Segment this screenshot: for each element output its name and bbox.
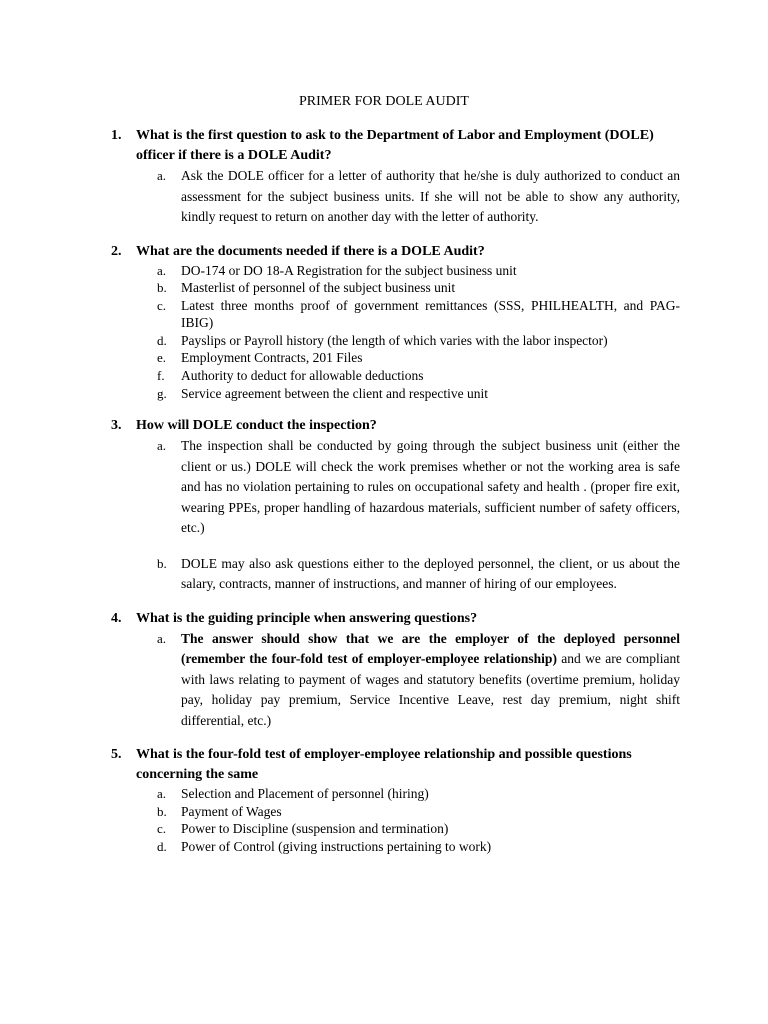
question-text: What is the guiding principle when answering questions? xyxy=(136,610,478,626)
item-text: Selection and Placement of personnel (hiring) xyxy=(181,786,429,802)
question-2 xyxy=(108,242,680,262)
question-number: 4. xyxy=(111,610,122,626)
question-5 xyxy=(108,745,680,785)
section-3 xyxy=(108,416,680,595)
question-number: 1. xyxy=(111,128,122,143)
question-4 xyxy=(108,609,680,629)
list-item xyxy=(108,166,680,228)
document-body xyxy=(108,126,680,856)
item-label: b. xyxy=(157,803,167,819)
item-text: Power to Discipline (suspension and termination) xyxy=(181,821,449,837)
question-text: How will DOLE conduct the inspection? xyxy=(136,418,377,434)
item-text: Power of Control (giving instructions pertaining to work) xyxy=(181,839,492,855)
item-text: Masterlist of personnel of the subject business unit xyxy=(181,280,456,296)
section-5 xyxy=(108,745,680,855)
item-text: Employment Contracts, 201 Files xyxy=(181,350,363,366)
item-label: b. xyxy=(157,280,167,296)
item-label: a. xyxy=(157,630,167,646)
item-label: c. xyxy=(157,297,167,313)
item-text: The inspection shall be conducted by going through the subject business unit (either the client or us.) DOLE will check the work premises whether or not the working area is safe and has no violation pertaining to rules on occupational safety and health . (proper fire exit, wearing PPEs, proper handling of hazardous materials, sufficient number of safety officers, etc.) xyxy=(181,438,680,536)
item-label: a. xyxy=(157,168,167,183)
list-item xyxy=(108,385,680,403)
list-item xyxy=(108,838,680,856)
item-text: Latest three months proof of government remittances (SSS, PHILHEALTH, and PAG-IBIG) xyxy=(181,297,680,331)
list-item xyxy=(108,629,680,732)
question-number: 2. xyxy=(111,243,122,259)
question-1 xyxy=(108,126,680,166)
item-label: g. xyxy=(157,385,167,401)
answer-list xyxy=(108,436,680,595)
item-text: Authority to deduct for allowable deductions xyxy=(181,368,424,384)
item-label: e. xyxy=(157,350,167,366)
page-title: PRIMER FOR DOLE AUDIT xyxy=(299,94,469,109)
item-text: DO-174 or DO 18-A Registration for the subject business unit xyxy=(181,262,517,278)
section-1 xyxy=(108,126,680,228)
question-text: What is the first question to ask to the Department of Labor and Employment (DOLE) officer if there is a DOLE Audit? xyxy=(136,128,654,163)
item-text: Ask the DOLE officer for a letter of authority that he/she is duly authorized to conduct an assessment for the subject business units. If she will not be able to show any authority, kindly request to return on another day with the letter of authority. xyxy=(181,168,680,224)
item-text: and we are compliant with laws relating to payment of wages and statutory benefits (overtime premium, holiday pay, holiday pay premium, Service Incentive Leave, rest day premium, night shift differential, etc.) xyxy=(181,651,681,728)
item-text: DOLE may also ask questions either to the deployed personnel, the client, or us about the salary, contracts, manner of instructions, and manner of hiring of our employees. xyxy=(181,555,680,592)
section-2 xyxy=(108,242,680,403)
question-number: 3. xyxy=(111,418,122,434)
item-label: a. xyxy=(157,786,167,802)
item-label: f. xyxy=(157,368,165,384)
list-item xyxy=(108,820,680,838)
list-item xyxy=(108,367,680,385)
list-item xyxy=(108,262,680,280)
item-label: d. xyxy=(157,332,167,348)
list-item xyxy=(108,554,680,595)
question-3 xyxy=(108,416,680,436)
item-label: d. xyxy=(157,839,167,855)
question-text: What are the documents needed if there is a DOLE Audit? xyxy=(136,243,485,259)
list-item xyxy=(108,279,680,297)
list-item xyxy=(108,803,680,821)
list-item xyxy=(108,436,680,539)
item-label: a. xyxy=(157,262,167,278)
list-item xyxy=(108,332,680,350)
item-label: b. xyxy=(157,555,167,571)
item-text: Service agreement between the client and respective unit xyxy=(181,385,488,401)
answer-list xyxy=(108,166,680,228)
list-item xyxy=(108,349,680,367)
item-bold-text: The answer should show that we are the employer of the deployed personnel (remember the four-fold test of employer-employee relationship) xyxy=(181,630,680,667)
question-text: What is the four-fold test of employer-employee relationship and possible questions concerning the same xyxy=(136,747,632,783)
list-item xyxy=(108,297,680,332)
section-4 xyxy=(108,609,680,732)
question-number: 5. xyxy=(111,747,122,763)
list-item xyxy=(108,785,680,803)
item-label: c. xyxy=(157,821,167,837)
answer-list xyxy=(108,785,680,855)
answer-list xyxy=(108,629,680,732)
item-text: Payment of Wages xyxy=(181,803,282,819)
answer-list xyxy=(108,262,680,403)
item-text: Payslips or Payroll history (the length of which varies with the labor inspector) xyxy=(181,332,608,348)
item-label: a. xyxy=(157,438,167,454)
